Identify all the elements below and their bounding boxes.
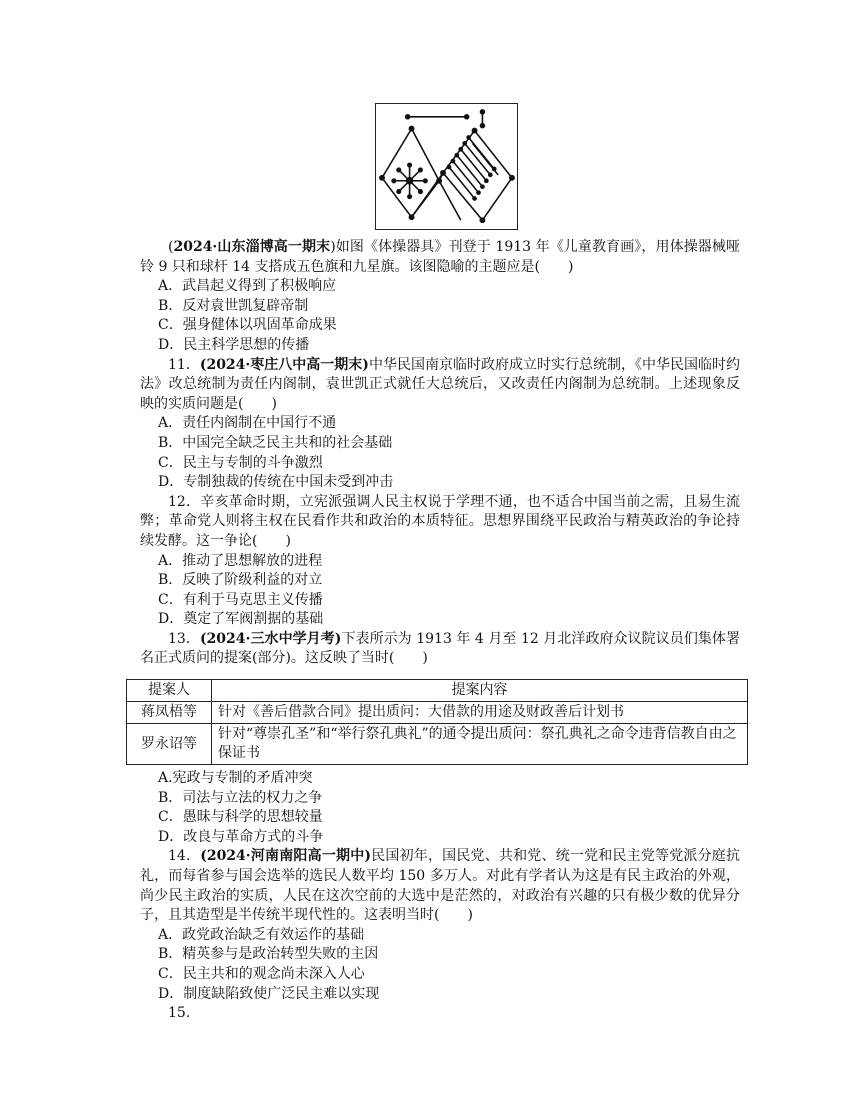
proposal-table <box>126 679 748 765</box>
q13-option-b: B．司法与立法的权力之争 <box>158 789 323 806</box>
table-header: 提案内容 <box>212 680 748 702</box>
table-row <box>127 702 748 724</box>
q11-number: 11． <box>168 356 200 373</box>
q10-source: 2024·山东淄博高一期末 <box>173 239 331 255</box>
q10-option-d: D．民主科学思想的传播 <box>158 336 310 353</box>
q13-stem: 下表所示为 1913 年 4 月至 12 月北洋政府众议院议员们集体署名正式质问的提案(部分)。这反映了当时( ) <box>140 630 740 667</box>
question-13 <box>140 630 740 848</box>
q14-source: (2024·河南南阳高一期中) <box>200 848 372 865</box>
q11-option-c: C．民主与专制的斗争激烈 <box>158 454 323 471</box>
table-cell: 针对“尊崇孔圣”和“举行祭孔典礼”的通令提出质问：祭孔典礼之命令违背信教自由之保证书 <box>212 724 748 765</box>
q12-option-b: B．反映了阶级利益的对立 <box>158 572 323 589</box>
question-12 <box>140 493 740 630</box>
q14-stem: 民国初年，国民党、共和党、统一党和民主党等党派分庭抗礼，而每省参与国会选举的选民人数平均 150 多万人。对此有学者认为这是有民主政治的外观，尚少民主政治的实质，人民在这次空前的大选中是茫然的，对政治有兴趣的只有极少数的优异分子，且其造型是半传统半现代性的。这表明当时( ) <box>140 848 740 924</box>
q13-option-a: A.宪政与专制的矛盾冲突 <box>158 770 313 787</box>
table-cell: 针对《善后借款合同》提出质问：大借款的用途及财政善后计划书 <box>212 702 748 724</box>
q15-number: 15. <box>168 1005 191 1022</box>
table-header: 提案人 <box>127 680 212 702</box>
q12-option-c: C．有利于马克思主义传播 <box>158 591 323 608</box>
q11-option-d: D．专制独裁的传统在中国未受到冲击 <box>158 474 394 491</box>
gymnastics-apparatus-figure <box>375 103 518 230</box>
table-cell: 罗永诏等 <box>127 724 212 765</box>
q10-stem: 如图《体操器具》刊登于 1913 年《儿童教育画》，用体操器械哑铃 9 只和球杆 14 支搭成五色旗和九星旗。该图隐喻的主题应是( ) <box>140 239 741 275</box>
table-header-row <box>127 680 748 702</box>
q11-option-a: A．责任内阁制在中国行不通 <box>158 415 337 432</box>
q11-stem: 中华民国南京临时政府成立时实行总统制，《中华民国临时约法》改总统制为责任内阁制，袁世凯正式就任大总统后，又改责任内阁制为总统制。上述现象反映的实质问题是( ) <box>140 356 740 412</box>
q10-option-c: C．强身健体以巩固革命成果 <box>158 317 337 334</box>
question-11 <box>140 356 740 493</box>
q14-option-b: B．精英参与是政治转型失败的主因 <box>158 946 379 963</box>
q12-option-d: D．奠定了军阀割据的基础 <box>158 611 324 628</box>
q14-number: 14． <box>168 848 201 865</box>
question-15 <box>140 1004 740 1024</box>
q14-option-d: D．制度缺陷致使广泛民主难以实现 <box>158 985 380 1002</box>
q13-source: (2024·三水中学月考) <box>199 630 342 647</box>
q13-option-c: C．愚昧与科学的思想较量 <box>158 809 323 826</box>
q14-option-c: C．民主共和的观念尚未深入人心 <box>158 966 365 982</box>
question-14 <box>140 847 740 1004</box>
table-cell: 蒋凤梧等 <box>127 702 212 724</box>
q11-option-b: B．中国完全缺乏民主共和的社会基础 <box>158 434 393 451</box>
q12-stem: 12．辛亥革命时期，立宪派强调人民主权说于学理不通，也不适合中国当前之需，且易生流弊；革命党人则将主权在民看作共和政治的本质特征。思想界围绕平民政治与精英政治的争论持续发酵。这一争论( ) <box>140 493 740 549</box>
questions <box>140 238 740 1024</box>
q11-source: (2024·枣庄八中高一期末) <box>199 356 369 373</box>
q14-option-a: A．政党政治缺乏有效运作的基础 <box>158 926 365 943</box>
q13-number: 13． <box>168 630 200 647</box>
table-row <box>127 724 748 765</box>
q10-option-b: B．反对袁世凯复辟帝制 <box>158 297 309 314</box>
q10-option-a: A．武昌起义得到了积极响应 <box>158 278 337 295</box>
q12-option-a: A．推动了思想解放的进程 <box>158 552 323 569</box>
question-10: (2024·山东淄博高一期末)如图《体操器具》刊登于 1913 年《儿童教育画》，用体操器械哑铃 9 只和球杆 14 支搭成五色旗和九星旗。该图隐喻的主题应是( ) A．武昌起义得到了积极响应 B．反对袁世凯复辟帝制 C．强身健体以巩固革命成果 D．民主科学思想的传播 <box>140 238 740 356</box>
dumbbell-flags-illustration <box>376 104 517 229</box>
q13-option-d: D．改良与革命方式的斗争 <box>158 828 324 845</box>
